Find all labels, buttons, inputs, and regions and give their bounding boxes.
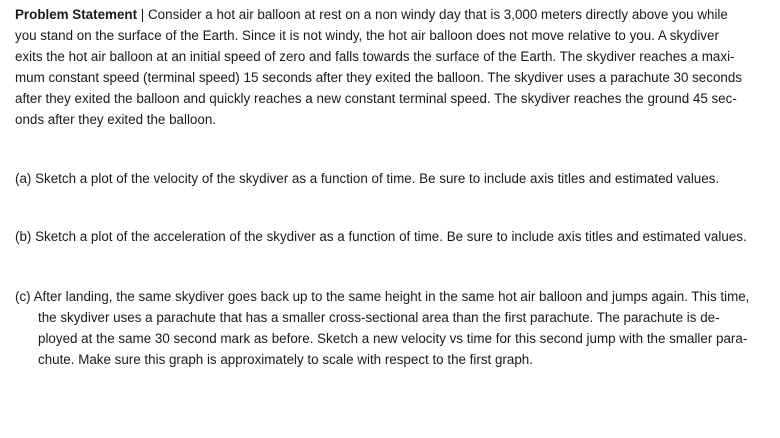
problem-text-line: mum constant speed (terminal speed) 15 seconds after they exited the balloon. The skydiver uses a parachute 30 seconds [15, 70, 742, 85]
problem-text-line: you stand on the surface of the Earth. Since it is not windy, the hot air balloon does not move relative to you. A skydiver [15, 28, 719, 43]
part-b-text: (b) Sketch a plot of the acceleration of the skydiver as a function of time. Be sure to include axis titles and estimated values. [15, 229, 747, 244]
problem-statement-label: Problem Statement [15, 7, 138, 22]
problem-statement [15, 4, 765, 130]
part-c-text-line: ployed at the same 30 second mark as before. Sketch a new velocity vs time for this second jump with the smaller para- [38, 331, 748, 346]
problem-text-line: Consider a hot air balloon at rest on a non windy day that is 3,000 meters directly above you while [148, 7, 728, 22]
part-c-text-line: the skydiver uses a parachute that has a smaller cross-sectional area than the first parachute. The parachute is de- [38, 310, 720, 325]
problem-text-line: after they exited the balloon and quickly reaches a new constant terminal speed. The skydiver reaches the ground 45 sec- [15, 91, 737, 106]
part-c-text-line: chute. Make sure this graph is approximately to scale with respect to the first graph. [38, 352, 533, 367]
problem-text-line: exits the hot air balloon at an initial speed of zero and falls towards the surface of the Earth. The skydiver reaches a maxi- [15, 49, 735, 64]
part-c [15, 286, 765, 370]
problem-text-line: onds after they exited the balloon. [15, 112, 216, 127]
part-a [15, 168, 765, 189]
separator: | [140, 7, 145, 22]
part-c-text-line: (c) After landing, the same skydiver goes back up to the same height in the same hot air balloon and jumps again. This time, [15, 289, 750, 304]
part-b [15, 226, 765, 247]
problem-statement-line-1 [15, 4, 765, 25]
part-a-text: (a) Sketch a plot of the velocity of the skydiver as a function of time. Be sure to include axis titles and estimated values. [15, 171, 720, 186]
